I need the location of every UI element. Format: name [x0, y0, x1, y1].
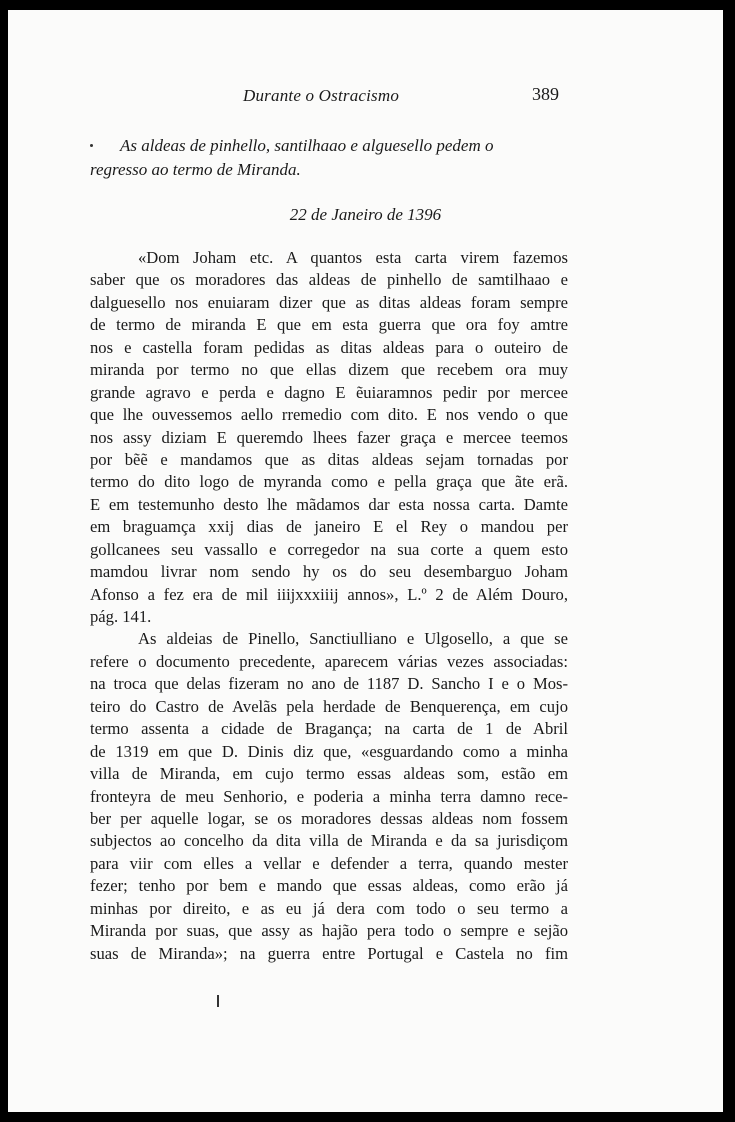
- book-page: [8, 10, 723, 1112]
- body-line: miranda por termo no que ellas dizem que recebem ora muy: [90, 360, 568, 380]
- body-line: na troca que delas fizeram no ano de 1187 D. Sancho I e o Mos-: [90, 674, 568, 694]
- body-line: refere o documento precedente, aparecem várias vezes associadas:: [90, 651, 568, 671]
- heading-line: As aldeas de pinhello, santilhaao e alguesello pedem o: [120, 136, 494, 155]
- body-line: termo do dito logo de myranda como e pella graça que ãte erã.: [90, 472, 568, 492]
- body-line: mamdou livrar nom sendo hy os do seu desembarguo Joham: [90, 562, 568, 582]
- document-date: 22 de Janeiro de 1396: [289, 205, 442, 224]
- body-line: Miranda por suas, que assy as hajão pera todo o sempre e sejão: [90, 921, 568, 941]
- body-line: nos assy diziam E queremdo lhees fazer graça e mercee teemos: [90, 427, 568, 447]
- body-line: subjectos ao concelho da dita villa de Miranda e da sa jurisdiçom: [90, 831, 568, 851]
- body-line: ber per aquelle logar, se os moradores dessas aldeas nom fossem: [90, 808, 568, 828]
- body-line: fronteyra de meu Senhorio, e poderia a minha terra damno rece-: [90, 786, 568, 806]
- body-line: saber que os moradores das aldeas de pinhello de samtilhaao e: [90, 270, 568, 290]
- body-line: villa de Miranda, em cujo termo essas aldeas som, estão em: [90, 764, 568, 784]
- body-line: Afonso a fez era de mil iiijxxxiiij annos», L.º 2 de Além Douro,: [90, 584, 568, 604]
- body-line: de termo de miranda E que em esta guerra que ora foy amtre: [90, 315, 568, 335]
- body-line: fezer; tenho por bem e mando que essas aldeas, como erão já: [90, 876, 568, 896]
- body-line: As aldeias de Pinello, Sanctiulliano e Ulgosello, a que se: [138, 629, 568, 649]
- body-line: «Dom Joham etc. A quantos esta carta virem fazemos: [138, 248, 568, 267]
- body-line: por bẽẽ e mandamos que as ditas aldeas sejam tornadas por: [90, 449, 568, 469]
- body-line: E em testemunho desto lhe mãdamos dar esta nossa carta. Damte: [90, 494, 568, 514]
- body-line: teiro do Castro de Avelãs pela herdade de Benquerença, em cujo: [90, 696, 568, 716]
- body-line: pág. 141.: [90, 607, 152, 626]
- document-heading: [90, 134, 590, 182]
- page-number: 389: [532, 84, 559, 104]
- running-header: [8, 86, 723, 108]
- body-line: gollcanees seu vassallo e corregedor na sua corte a quem esto: [90, 539, 568, 559]
- body-line: suas de Miranda»; na guerra entre Portugal e Castela no fim: [90, 943, 568, 963]
- body-line: que lhe ouvessemos aello rremedio com dito. E nos vendo o que: [90, 405, 568, 425]
- body-line: em braguamça xxij dias de janeiro E el Rey o mandou per: [90, 517, 568, 537]
- body-line: para viir com elles a vellar e defender a terra, quando mester: [90, 853, 568, 873]
- body-line: dalguesello nos enuiaram dizer que as ditas aldeas foram sempre: [90, 292, 568, 312]
- ink-speck: [217, 995, 219, 1007]
- heading-line: regresso ao termo de Miranda.: [90, 160, 301, 179]
- running-title: Durante o Ostracismo: [243, 86, 400, 105]
- body-line: grande agravo e perda e dagno E ẽuiaramnos pedir por mercee: [90, 382, 568, 402]
- body-line: minhas por direito, e as eu já dera com todo o seu termo a: [90, 898, 568, 918]
- body-line: termo assenta a cidade de Bragança; na carta de 1 de Abril: [90, 719, 568, 739]
- body-line: de 1319 em que D. Dinis diz que, «esguardando como a minha: [90, 741, 568, 761]
- body-line: nos e castella foram pedidas as ditas aldeas para o outeiro de: [90, 337, 568, 357]
- body-text: [90, 247, 568, 965]
